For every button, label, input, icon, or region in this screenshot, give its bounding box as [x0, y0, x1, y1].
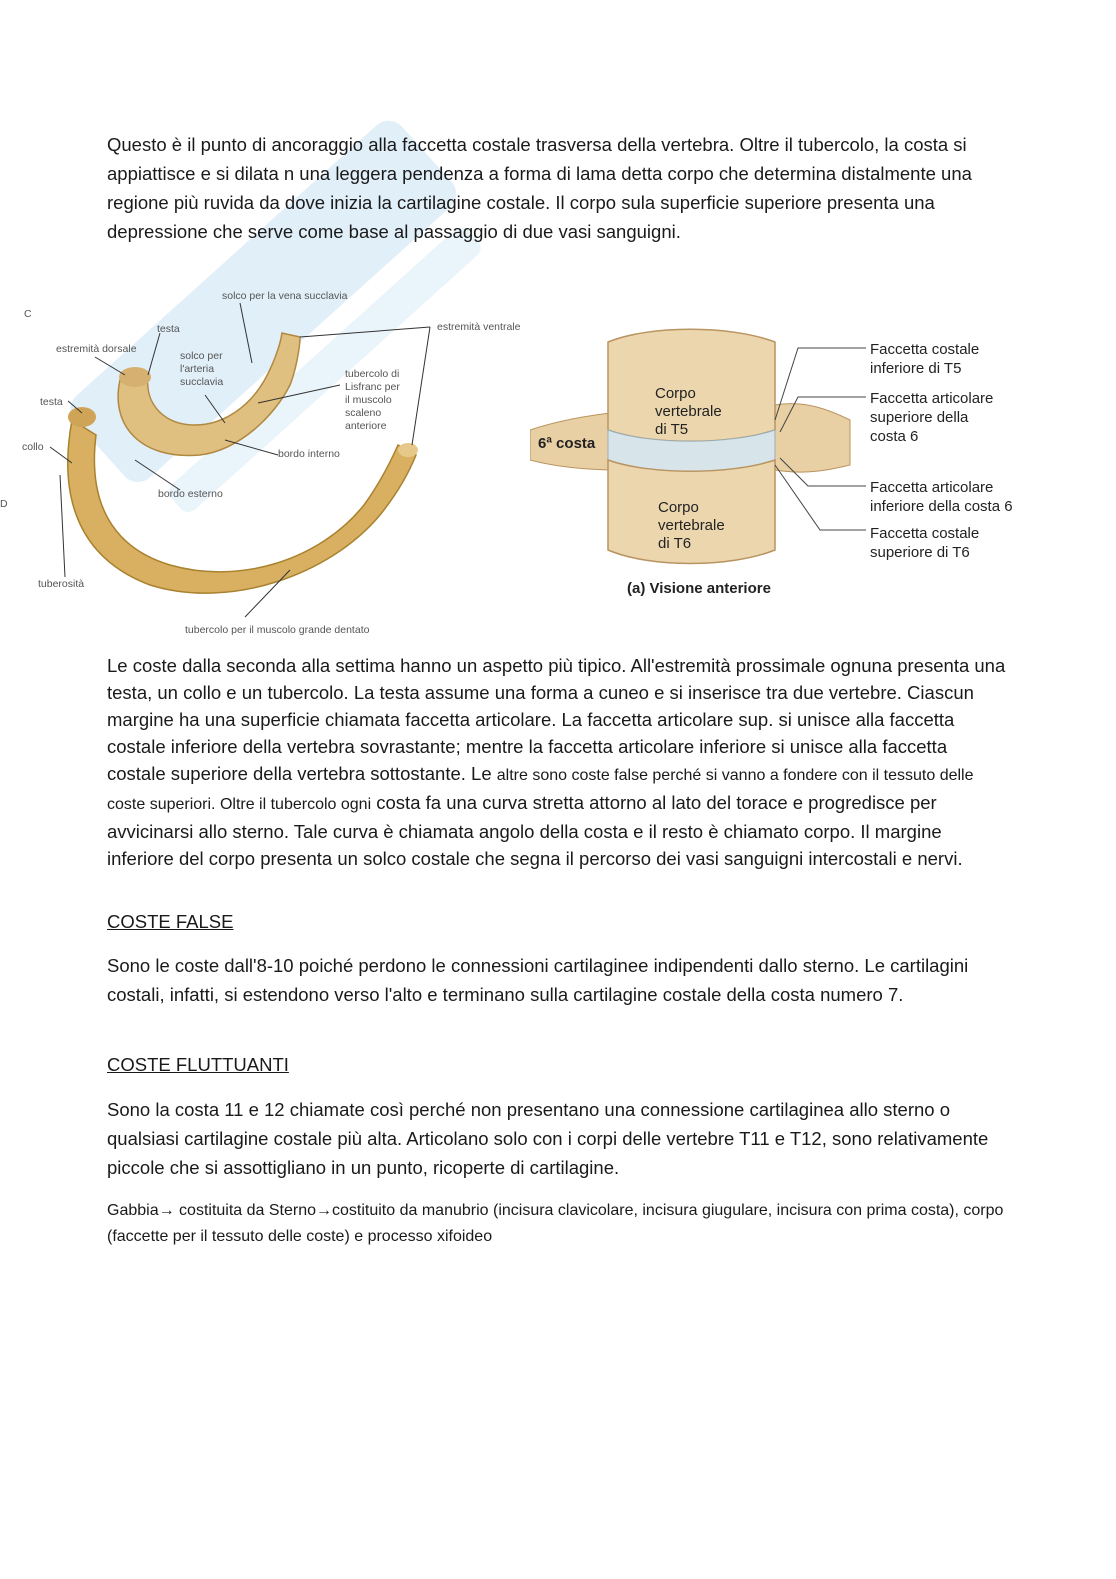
label-collo: collo	[22, 441, 44, 453]
heading-coste-false: COSTE FALSE	[107, 911, 234, 932]
faccetta-art-sup-1: Faccetta articolare	[870, 390, 994, 407]
heading-coste-fluttuanti: COSTE FLUTTUANTI	[107, 1054, 289, 1075]
faccetta-art-inf-1: Faccetta articolare	[870, 479, 994, 496]
corpo-t5-line3: di T5	[655, 421, 689, 438]
label-solco-arteria-2: l'arteria	[180, 363, 215, 375]
corpo-t6-line3: di T6	[658, 535, 692, 552]
label-tubercolo-lisfranc-5: anteriore	[345, 420, 387, 432]
paragraph2-small: altre sono coste false perché si vanno a fondere con il tessuto delle coste superiori. Oltre il tubercolo ogni	[107, 767, 974, 813]
sesta-costa-label: 6ª costa	[538, 435, 596, 452]
rib-letter-c: C	[24, 308, 32, 320]
vertebra-caption: (a) Visione anteriore	[627, 580, 771, 597]
label-testa-left: testa	[40, 396, 63, 408]
label-tubercolo-dentato: tubercolo per il muscolo grande dentato	[185, 624, 370, 636]
faccetta-art-sup-3: costa 6	[870, 428, 919, 445]
faccetta-inf-t5-2: inferiore di T5	[870, 360, 962, 377]
label-estremita-ventrale: estremità ventrale	[437, 321, 521, 333]
faccetta-sup-t6-2: superiore di T6	[870, 544, 970, 561]
paragraph-coste-tipiche	[107, 652, 1007, 872]
paragraph-coste-false: Sono le coste dall'8-10 poiché perdono le connessioni cartilaginee indipendenti dallo sterno. Le cartilagini costali, infatti, si estendono verso l'alto e terminano sulla cartilagine costale della costa numero 7.	[107, 955, 969, 1005]
label-solco-succlavia: solco per la vena succlavia	[222, 290, 348, 302]
label-solco-arteria-3: succlavia	[180, 376, 224, 388]
label-tubercolo-lisfranc-1: tubercolo di	[345, 368, 400, 380]
label-tubercolo-lisfranc-4: scaleno	[345, 407, 382, 419]
intro-paragraph: Questo è il punto di ancoraggio alla faccetta costale trasversa della vertebra. Oltre il tubercolo, la costa si appiattisce e si dilata n una leggera pendenza a forma di lama detta corpo che determina distalmente una regione più ruvida da dove inizia la cartilagine costale. Il corpo sula superficie superiore presenta una depressione che serve come base al passaggio di due vasi sanguigni.	[107, 134, 972, 242]
paragraph2-rest: costa fa una curva stretta attorno al lato del torace e progredisce per avvicinarsi allo sterno. Tale curva è chiamata angolo della costa e il resto è chiamato corpo. Il margine inferiore del corpo presenta un solco costale che segna il percorso dei vasi sanguigni intercostali e nervi.	[107, 792, 963, 869]
paragraph-gabbia: Gabbia→ costituita da Sterno→costituito da manubrio (incisura clavicolare, incisura giugulare, incisura con prima costa), corpo (faccette per il tessuto delle coste) e processo xifoideo	[107, 1202, 1004, 1245]
corpo-t6-line1: Corpo	[658, 499, 699, 516]
label-tubercolo-lisfranc-2: Lisfranc per	[345, 381, 400, 393]
vertebra-figure	[530, 320, 1030, 605]
faccetta-art-inf-2: inferiore della costa 6	[870, 498, 1013, 515]
rib-letter-d: D	[0, 498, 8, 510]
label-tubercolo-lisfranc-3: il muscolo	[345, 394, 392, 406]
label-solco-arteria-1: solco per	[180, 350, 223, 362]
corpo-t5-line1: Corpo	[655, 385, 696, 402]
upper-rib-head	[119, 367, 151, 387]
paragraph2-main: Le coste dalla seconda alla settima hanno un aspetto più tipico. All'estremità prossimale ognuna presenta una testa, un collo e un tubercolo. La testa assume una forma a cuneo e si inserisce tra due vertebre. Ciascun margine ha una superficie chiamata faccetta articolare. La faccetta articolare sup. si unisce alla faccetta costale inferiore della vertebra sovrastante; mentre la faccetta articolare inferiore si unisce alla faccetta costale superiore della vertebra sottostante. Le	[107, 655, 1006, 784]
paragraph-coste-fluttuanti: Sono la costa 11 e 12 chiamate così perché non presentano una connessione cartilaginea allo sterno o qualsiasi cartilagine costale più alta. Articolano solo con i corpi delle vertebre T11 e T12, sono relativamente piccole che si assottigliano in un punto, ricoperte di cartilagine.	[107, 1099, 989, 1178]
label-tuberosita: tuberosità	[38, 578, 85, 590]
lower-rib-head	[68, 407, 96, 427]
corpo-t6-line2: vertebrale	[658, 517, 725, 534]
label-bordo-interno: bordo interno	[278, 448, 340, 460]
corpo-t5-line2: vertebrale	[655, 403, 722, 420]
label-estremita-dorsale: estremità dorsale	[56, 343, 137, 355]
rib-figure	[0, 285, 530, 645]
faccetta-art-sup-2: superiore della	[870, 409, 969, 426]
label-bordo-esterno: bordo esterno	[158, 488, 223, 500]
label-testa-top: testa	[157, 323, 180, 335]
faccetta-sup-t6-1: Faccetta costale	[870, 525, 980, 542]
rib-stub-right	[775, 404, 850, 472]
lower-rib-shape	[68, 420, 416, 593]
lower-rib-end	[398, 443, 418, 457]
faccetta-inf-t5-1: Faccetta costale	[870, 341, 980, 358]
